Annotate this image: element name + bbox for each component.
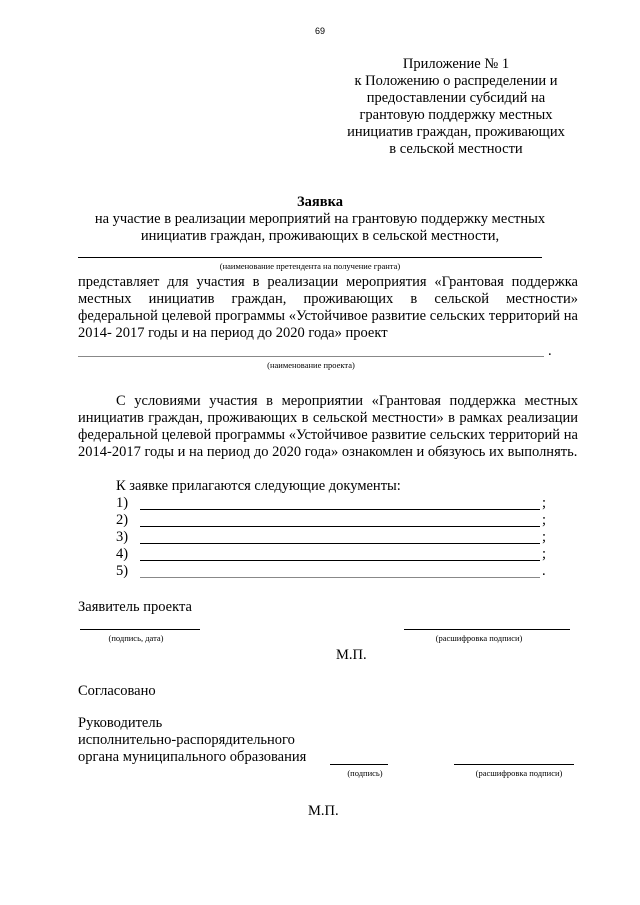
head-signature-line[interactable] xyxy=(330,764,388,765)
head-title xyxy=(78,715,306,766)
conditions-text: С условиями участия в мероприятии «Грантовая поддержка местных инициатив граждан, проживающих в сельской местности» в рамках реализации федеральной целевой программы «Устойчивое развитие сельских территорий на 2014-2017 годы и на период до 2020 года» ознакомлен и обязуюсь их выполнять. xyxy=(78,393,578,460)
document-item xyxy=(116,512,556,529)
document-item xyxy=(116,546,556,563)
head-decode-line[interactable] xyxy=(454,764,574,765)
applicant-decode-caption: (расшифровка подписи) xyxy=(435,633,523,643)
head-decode-caption: (расшифровка подписи) xyxy=(475,768,563,778)
document-number: 3) xyxy=(116,529,129,545)
applicant-name-caption: (наименование претендента на получение гранта) xyxy=(219,261,401,271)
document-end: ; xyxy=(542,495,547,511)
document-item xyxy=(116,495,556,512)
document-end: ; xyxy=(542,529,547,545)
document-number: 5) xyxy=(116,563,129,579)
head-stamp: М.П. xyxy=(308,803,339,819)
conditions-paragraph xyxy=(78,393,578,461)
agreed-label: Согласовано xyxy=(78,683,156,699)
document-number: 4) xyxy=(116,546,129,562)
head-title-line: органа муниципального образования xyxy=(78,749,307,765)
document-subtitle xyxy=(60,211,580,245)
subtitle-line: инициатив граждан, проживающих в сельской местности, xyxy=(140,228,500,244)
document-title: Заявка xyxy=(297,194,343,210)
documents-intro: К заявке прилагаются следующие документы: xyxy=(116,478,401,494)
document-field[interactable] xyxy=(140,543,540,544)
applicant-stamp: М.П. xyxy=(336,647,367,663)
project-name-line[interactable] xyxy=(78,356,544,357)
document-end: ; xyxy=(542,546,547,562)
document-end: ; xyxy=(542,512,547,528)
represents-text: представляет для участия в реализации мероприятия «Грантовая поддержка местных инициатив граждан, проживающих в сельской местности» федеральной целевой программы «Устойчивое развитие сельских территорий на 2014- 2017 годы и на период до 2020 года» проект xyxy=(78,274,578,341)
applicant-signature-line[interactable] xyxy=(80,629,200,630)
appendix-line: грантовую поддержку местных xyxy=(359,107,553,123)
project-name-caption: (наименование проекта) xyxy=(267,360,355,370)
documents-list xyxy=(116,495,556,580)
document-item xyxy=(116,529,556,546)
document-item xyxy=(116,563,556,580)
document-field[interactable] xyxy=(140,577,540,578)
document-field[interactable] xyxy=(140,509,540,510)
appendix-line: в сельской местности xyxy=(389,141,523,157)
head-signature-caption: (подпись) xyxy=(347,768,383,778)
represents-paragraph xyxy=(78,274,578,342)
document-number: 2) xyxy=(116,512,129,528)
subtitle-line: на участие в реализации мероприятий на грантовую поддержку местных xyxy=(94,211,546,227)
applicant-signature-caption: (подпись, дата) xyxy=(108,633,164,643)
appendix-title: Приложение № 1 xyxy=(402,56,510,72)
document-end: . xyxy=(542,563,546,579)
appendix-block xyxy=(338,56,574,158)
document-number: 1) xyxy=(116,495,129,511)
appendix-line: предоставлении субсидий на xyxy=(366,90,546,106)
appendix-line: инициатив граждан, проживающих xyxy=(347,124,565,140)
applicant-name-line[interactable] xyxy=(78,257,542,258)
head-title-line: исполнительно-распорядительного xyxy=(78,732,295,748)
head-title-line: Руководитель xyxy=(78,715,163,731)
document-field[interactable] xyxy=(140,526,540,527)
appendix-line: к Положению о распределении и xyxy=(354,73,558,89)
project-line-end: . xyxy=(548,343,552,359)
document-field[interactable] xyxy=(140,560,540,561)
page-number: 69 xyxy=(314,26,325,36)
applicant-label: Заявитель проекта xyxy=(78,599,192,615)
applicant-decode-line[interactable] xyxy=(404,629,570,630)
